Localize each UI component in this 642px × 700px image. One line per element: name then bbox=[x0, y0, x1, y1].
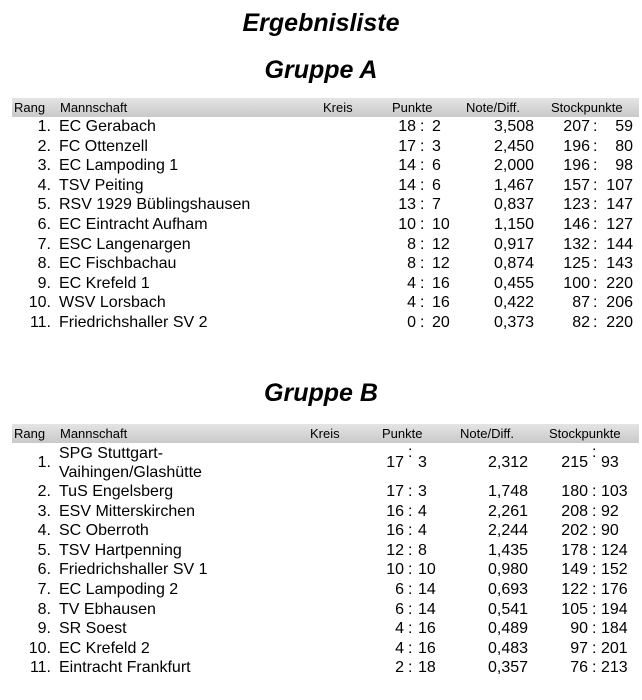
note-diff-cell: 0,693 bbox=[487, 580, 529, 598]
note-diff-cell: 0,917 bbox=[493, 235, 535, 253]
table-row bbox=[12, 313, 639, 333]
points-minus-cell: 6 bbox=[432, 176, 441, 194]
points-plus-cell: 4 bbox=[407, 294, 416, 312]
header-stockpunkte: Stockpunkte bbox=[549, 426, 621, 441]
points-minus-cell: 4 bbox=[418, 522, 427, 540]
table-row bbox=[12, 195, 639, 215]
header-mannschaft: Mannschaft bbox=[60, 426, 128, 441]
note-diff-cell: 2,261 bbox=[487, 502, 529, 520]
table-row bbox=[12, 619, 639, 639]
stock-separator: : bbox=[593, 313, 598, 331]
points-plus-cell: 18 bbox=[398, 118, 416, 135]
team-name-cell: SPG Stuttgart-Vaihingen/Glashütte bbox=[59, 445, 202, 481]
points-minus-cell: 3 bbox=[418, 483, 427, 500]
points-separator: : bbox=[408, 620, 413, 638]
stock-minus-cell: 220 bbox=[606, 274, 633, 292]
stock-minus-cell: 93 bbox=[601, 454, 619, 471]
stock-separator: : bbox=[593, 274, 598, 292]
stock-plus-cell: 105 bbox=[561, 600, 588, 618]
rank-cell: 1. bbox=[37, 454, 51, 471]
stock-plus-cell: 76 bbox=[570, 659, 588, 677]
team-name-cell: SR Soest bbox=[59, 620, 127, 638]
rank-cell: 6. bbox=[37, 561, 51, 579]
results-table-group-a bbox=[12, 98, 639, 333]
points-plus-cell: 4 bbox=[395, 639, 404, 657]
rank-cell: 5. bbox=[37, 541, 51, 559]
stock-separator: : bbox=[592, 483, 597, 500]
points-plus-cell: 4 bbox=[407, 274, 416, 292]
table-row bbox=[12, 482, 639, 502]
group-b-title: Gruppe B bbox=[264, 379, 378, 407]
stock-minus-cell: 103 bbox=[601, 483, 628, 500]
points-minus-cell: 6 bbox=[432, 157, 441, 175]
stock-plus-cell: 157 bbox=[563, 176, 590, 194]
stock-minus-cell: 147 bbox=[606, 196, 633, 214]
header-note-diff: Note/Diff. bbox=[466, 100, 520, 115]
points-plus-cell: 6 bbox=[395, 600, 404, 618]
points-plus-cell: 12 bbox=[386, 541, 404, 559]
note-diff-cell: 2,000 bbox=[493, 157, 535, 175]
stock-minus-cell: 176 bbox=[601, 580, 628, 598]
points-separator: : bbox=[408, 561, 413, 579]
stock-minus-cell: 92 bbox=[601, 502, 619, 520]
stock-minus-cell: 127 bbox=[606, 215, 633, 233]
table-row bbox=[12, 293, 639, 313]
stock-separator: : bbox=[593, 255, 598, 273]
rank-cell: 9. bbox=[37, 620, 51, 638]
points-minus-cell: 2 bbox=[432, 118, 441, 135]
header-note-diff: Note/Diff. bbox=[460, 426, 514, 441]
rank-cell: 3. bbox=[37, 502, 51, 520]
table-row bbox=[12, 156, 639, 176]
rank-cell: 8. bbox=[37, 600, 51, 618]
points-plus-cell: 13 bbox=[398, 196, 416, 214]
stock-minus-cell: 213 bbox=[601, 659, 628, 677]
rank-cell: 10. bbox=[28, 294, 51, 312]
stock-minus-cell: 90 bbox=[601, 522, 619, 540]
team-name-cell: Friedrichshaller SV 1 bbox=[59, 561, 208, 579]
rank-cell: 7. bbox=[37, 580, 51, 598]
rank-cell: 8. bbox=[37, 255, 51, 273]
table-row bbox=[12, 443, 639, 482]
points-minus-cell: 16 bbox=[432, 294, 450, 312]
points-minus-cell: 14 bbox=[418, 580, 436, 598]
rank-cell: 5. bbox=[37, 196, 51, 214]
stock-minus-cell: 144 bbox=[606, 235, 633, 253]
points-minus-cell: 3 bbox=[418, 454, 427, 471]
points-minus-cell: 4 bbox=[418, 502, 427, 520]
rank-cell: 4. bbox=[37, 522, 51, 540]
stock-separator: : bbox=[592, 561, 597, 579]
rank-cell: 1. bbox=[37, 118, 51, 135]
note-diff-cell: 2,244 bbox=[487, 522, 529, 540]
stock-plus-cell: 196 bbox=[563, 137, 590, 155]
stock-plus-cell: 149 bbox=[561, 561, 588, 579]
stock-plus-cell: 208 bbox=[561, 502, 588, 520]
stock-minus-cell: 152 bbox=[601, 561, 628, 579]
stock-minus-cell: 194 bbox=[601, 600, 628, 618]
stock-plus-cell: 82 bbox=[572, 313, 590, 331]
table-header bbox=[12, 98, 639, 117]
stock-plus-cell: 125 bbox=[563, 255, 590, 273]
stock-minus-cell: 201 bbox=[601, 639, 628, 657]
stock-minus-cell: 80 bbox=[615, 137, 633, 155]
stock-minus-cell: 98 bbox=[615, 157, 633, 175]
note-diff-cell: 0,422 bbox=[493, 294, 535, 312]
points-separator: : bbox=[420, 235, 425, 253]
note-diff-cell: 0,357 bbox=[487, 659, 529, 677]
points-separator: : bbox=[408, 541, 413, 559]
stock-separator: : bbox=[593, 176, 598, 194]
points-separator: : bbox=[420, 137, 425, 155]
stock-separator: : bbox=[593, 294, 598, 312]
stock-separator: : bbox=[593, 196, 598, 214]
table-header bbox=[12, 424, 639, 443]
points-plus-cell: 17 bbox=[386, 483, 404, 500]
team-name-cell: EC Lampoding 1 bbox=[59, 157, 179, 175]
rank-cell: 11. bbox=[29, 313, 51, 331]
points-separator: : bbox=[408, 444, 413, 461]
stock-minus-cell: 206 bbox=[606, 294, 633, 312]
stock-separator: : bbox=[592, 502, 597, 520]
points-separator: : bbox=[408, 502, 413, 520]
points-plus-cell: 10 bbox=[398, 215, 416, 233]
team-name-cell: ESV Mitterskirchen bbox=[59, 502, 196, 520]
points-minus-cell: 16 bbox=[418, 639, 436, 657]
note-diff-cell: 2,312 bbox=[487, 454, 529, 471]
stock-minus-cell: 184 bbox=[601, 620, 628, 638]
stock-separator: : bbox=[592, 639, 597, 657]
points-minus-cell: 16 bbox=[418, 620, 436, 638]
points-separator: : bbox=[408, 659, 413, 677]
team-name-cell: EC Gerabach bbox=[59, 118, 156, 135]
note-diff-cell: 1,435 bbox=[487, 541, 529, 559]
note-diff-cell: 0,489 bbox=[487, 620, 529, 638]
header-rang: Rang bbox=[14, 100, 46, 115]
stock-separator: : bbox=[592, 600, 597, 618]
team-name-cell: TV Ebhausen bbox=[59, 600, 156, 618]
results-table-group-b bbox=[12, 424, 639, 678]
stock-minus-cell: 143 bbox=[606, 255, 633, 273]
points-plus-cell: 6 bbox=[395, 580, 404, 598]
note-diff-cell: 1,467 bbox=[493, 176, 535, 194]
points-minus-cell: 14 bbox=[418, 600, 436, 618]
table-body bbox=[12, 443, 639, 678]
points-minus-cell: 18 bbox=[418, 659, 436, 677]
header-rang: Rang bbox=[14, 426, 46, 441]
stock-plus-cell: 202 bbox=[561, 522, 588, 540]
points-separator: : bbox=[408, 639, 413, 657]
stock-separator: : bbox=[593, 157, 598, 175]
points-separator: : bbox=[420, 294, 425, 312]
points-minus-cell: 16 bbox=[432, 274, 450, 292]
table-row bbox=[12, 176, 639, 196]
stock-separator: : bbox=[592, 541, 597, 559]
table-row bbox=[12, 274, 639, 294]
points-plus-cell: 10 bbox=[386, 561, 404, 579]
header-kreis: Kreis bbox=[310, 426, 340, 441]
points-separator: : bbox=[420, 118, 425, 135]
team-name-cell: Eintracht Frankfurt bbox=[59, 659, 191, 677]
points-minus-cell: 8 bbox=[418, 541, 427, 559]
points-plus-cell: 8 bbox=[407, 235, 416, 253]
group-a-title: Gruppe A bbox=[264, 56, 378, 84]
stock-plus-cell: 90 bbox=[570, 620, 588, 638]
points-minus-cell: 3 bbox=[432, 137, 441, 155]
rank-cell: 4. bbox=[37, 176, 51, 194]
points-separator: : bbox=[408, 580, 413, 598]
rank-cell: 7. bbox=[37, 235, 51, 253]
team-name-cell: TuS Engelsberg bbox=[59, 483, 174, 500]
points-plus-cell: 16 bbox=[386, 502, 404, 520]
stock-separator: : bbox=[593, 215, 598, 233]
table-row bbox=[12, 541, 639, 561]
stock-plus-cell: 132 bbox=[563, 235, 590, 253]
points-plus-cell: 4 bbox=[395, 620, 404, 638]
stock-separator: : bbox=[593, 137, 598, 155]
stock-plus-cell: 97 bbox=[570, 639, 588, 657]
note-diff-cell: 0,373 bbox=[493, 313, 535, 331]
stock-minus-cell: 107 bbox=[606, 176, 633, 194]
table-row bbox=[12, 521, 639, 541]
stock-plus-cell: 123 bbox=[563, 196, 590, 214]
table-row bbox=[12, 580, 639, 600]
rank-cell: 2. bbox=[37, 483, 51, 500]
team-name-cell: TSV Peiting bbox=[59, 176, 144, 194]
points-plus-cell: 17 bbox=[386, 454, 404, 471]
stock-minus-cell: 220 bbox=[606, 313, 633, 331]
table-row bbox=[12, 137, 639, 157]
points-minus-cell: 12 bbox=[432, 235, 450, 253]
stock-plus-cell: 180 bbox=[561, 483, 588, 500]
team-name-cell: SC Oberroth bbox=[59, 522, 149, 540]
table-row bbox=[12, 502, 639, 522]
points-separator: : bbox=[408, 483, 413, 500]
rank-cell: 10. bbox=[28, 639, 51, 657]
note-diff-cell: 0,455 bbox=[493, 274, 535, 292]
team-name-cell: EC Fischbachau bbox=[59, 255, 177, 273]
points-minus-cell: 7 bbox=[432, 196, 441, 214]
team-name-cell: FC Ottenzell bbox=[59, 137, 148, 155]
header-punkte: Punkte bbox=[382, 426, 423, 441]
points-minus-cell: 10 bbox=[432, 215, 450, 233]
stock-plus-cell: 196 bbox=[563, 157, 590, 175]
team-name-cell: RSV 1929 Büblingshausen bbox=[59, 196, 251, 214]
table-row bbox=[12, 658, 639, 678]
stock-separator: : bbox=[592, 522, 597, 540]
note-diff-cell: 2,450 bbox=[493, 137, 535, 155]
stock-separator: : bbox=[592, 580, 597, 598]
points-separator: : bbox=[408, 600, 413, 618]
points-separator: : bbox=[420, 255, 425, 273]
team-name-cell: EC Lampoding 2 bbox=[59, 580, 179, 598]
points-plus-cell: 16 bbox=[386, 522, 404, 540]
header-stockpunkte: Stockpunkte bbox=[551, 100, 623, 115]
points-plus-cell: 14 bbox=[398, 176, 416, 194]
table-row bbox=[12, 254, 639, 274]
table-row bbox=[12, 235, 639, 255]
header-punkte: Punkte bbox=[392, 100, 433, 115]
table-row bbox=[12, 215, 639, 235]
team-name-cell: EC Krefeld 1 bbox=[59, 274, 150, 292]
note-diff-cell: 0,980 bbox=[487, 561, 529, 579]
table-row bbox=[12, 117, 639, 137]
table-row bbox=[12, 560, 639, 580]
stock-plus-cell: 122 bbox=[561, 580, 588, 598]
team-name-cell: WSV Lorsbach bbox=[59, 294, 166, 312]
stock-minus-cell: 59 bbox=[615, 118, 633, 135]
rank-cell: 6. bbox=[37, 215, 51, 233]
rank-cell: 11. bbox=[29, 659, 51, 677]
stock-separator: : bbox=[593, 118, 598, 135]
table-row bbox=[12, 600, 639, 620]
points-plus-cell: 2 bbox=[395, 659, 404, 677]
points-separator: : bbox=[420, 157, 425, 175]
stock-separator: : bbox=[592, 659, 597, 677]
rank-cell: 2. bbox=[37, 137, 51, 155]
stock-plus-cell: 178 bbox=[561, 541, 588, 559]
table-body bbox=[12, 117, 639, 333]
points-separator: : bbox=[420, 313, 425, 331]
team-name-cell: EC Krefeld 2 bbox=[59, 639, 150, 657]
points-minus-cell: 12 bbox=[432, 255, 450, 273]
note-diff-cell: 0,541 bbox=[487, 600, 529, 618]
points-minus-cell: 20 bbox=[432, 313, 450, 331]
note-diff-cell: 0,837 bbox=[493, 196, 535, 214]
table-row bbox=[12, 639, 639, 659]
points-separator: : bbox=[420, 274, 425, 292]
team-name-cell: Friedrichshaller SV 2 bbox=[59, 313, 208, 331]
note-diff-cell: 0,874 bbox=[493, 255, 535, 273]
team-name-cell: TSV Hartpenning bbox=[59, 541, 182, 559]
points-separator: : bbox=[408, 522, 413, 540]
points-plus-cell: 17 bbox=[398, 137, 416, 155]
note-diff-cell: 3,508 bbox=[493, 118, 535, 135]
stock-plus-cell: 87 bbox=[572, 294, 590, 312]
stock-separator: : bbox=[592, 444, 597, 461]
note-diff-cell: 1,150 bbox=[493, 215, 535, 233]
points-plus-cell: 14 bbox=[398, 157, 416, 175]
document-title: Ergebnisliste bbox=[242, 9, 400, 37]
stock-plus-cell: 100 bbox=[563, 274, 590, 292]
stock-minus-cell: 124 bbox=[601, 541, 628, 559]
points-separator: : bbox=[420, 176, 425, 194]
points-plus-cell: 0 bbox=[407, 313, 416, 331]
points-separator: : bbox=[420, 196, 425, 214]
note-diff-cell: 1,748 bbox=[487, 483, 529, 500]
points-plus-cell: 8 bbox=[407, 255, 416, 273]
team-name-cell: EC Eintracht Aufham bbox=[59, 215, 208, 233]
stock-plus-cell: 215 bbox=[561, 454, 588, 471]
stock-plus-cell: 207 bbox=[563, 118, 590, 135]
rank-cell: 9. bbox=[37, 274, 51, 292]
points-minus-cell: 10 bbox=[418, 561, 436, 579]
stock-separator: : bbox=[592, 620, 597, 638]
stock-separator: : bbox=[593, 235, 598, 253]
rank-cell: 3. bbox=[37, 157, 51, 175]
team-name-cell: ESC Langenargen bbox=[59, 235, 191, 253]
header-kreis: Kreis bbox=[323, 100, 353, 115]
points-separator: : bbox=[420, 215, 425, 233]
note-diff-cell: 0,483 bbox=[487, 639, 529, 657]
stock-plus-cell: 146 bbox=[563, 215, 590, 233]
header-mannschaft: Mannschaft bbox=[60, 100, 128, 115]
